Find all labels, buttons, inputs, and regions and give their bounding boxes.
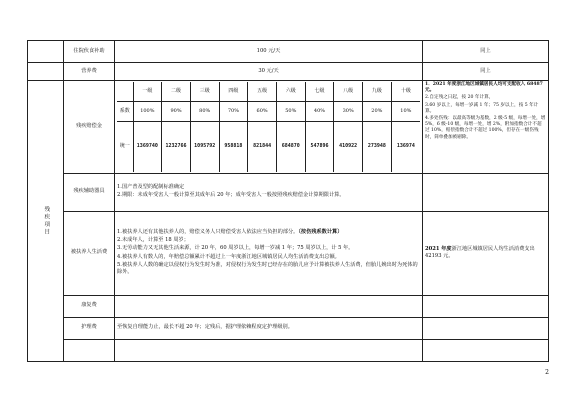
nursing-content: 至恢复自理能力止，最长不超 20 年；定残后，据护理依赖程度定护理级别。 [115,317,423,339]
coefficient-7: 40% [305,102,334,122]
grade-3: 三级 [190,82,219,102]
row-assistive-devices [28,173,549,211]
row-rehabilitation [28,295,549,317]
disability-note-4: 4.多处伤残：以最高等级为基数，2 级-5 级，每增一处，增 5%，6 级-10 级，每增一处，增 2%，附加指数合计不超过 10%，赔偿指数合计不超过 100%，但存在一级伤残时，简单叠加被剔除。 [425,115,546,140]
grade-6: 六级 [276,82,305,102]
food-subsidy-label: 住院伙食补助 [64,41,115,63]
dependents-line-4: 4.被扶养人有数人的，年赔偿总额累计不超过上一年度浙江地区城镇居民人均生活消费支出总额。 [117,253,340,260]
coefficient-5: 60% [248,102,277,122]
blank-cell [64,339,115,361]
food-subsidy-standard: 100 元/天 [115,41,423,63]
unified-label: 统一 [117,122,133,172]
nutrition-note: 同上 [423,63,549,81]
blank-cell [115,295,423,317]
grade-header-corner [117,82,133,102]
coefficient-10: 10% [391,102,420,122]
dependents-note-year: 2021 年度 [425,245,452,252]
dependents-line-1-text: 1.被扶养人还有其他扶养人的，赔偿义务人只赔偿受害人依法应当负担的部分。 [117,229,299,236]
aids-line-2: 2.期限：未成年受害人一般计算至其成年后 20 年；成年受害人一般按照残疾赔偿金计算期限计算。 [117,192,345,198]
nutrition-standard: 30 元/天 [115,63,423,81]
disability-notes [423,81,549,174]
disability-note-2: 2.自定残之日起，按 20 年计算， [425,95,494,101]
section-label-cell [28,81,64,362]
aids-label: 残疾辅助器具 [64,173,115,211]
amount-9: 273948 [363,122,392,172]
grade-7: 七级 [305,82,334,102]
grade-header-row [117,82,420,102]
grade-5: 五级 [248,82,277,102]
food-subsidy-note: 同上 [423,41,549,63]
amount-row [117,122,420,172]
nursing-label: 护理费 [64,317,115,339]
row-food-subsidy [28,41,549,63]
dependents-line-3: 3.无劳动能力又无其他生活来源，计 20 年，60 周岁以上，每增一岁减 1 年；75 周岁以上，计 5 年。 [117,245,354,252]
dependents-note [423,211,549,295]
coefficient-8: 30% [334,102,363,122]
row-nutrition [28,63,549,81]
blank-cell [423,295,549,317]
amount-2: 1232766 [162,122,191,172]
coefficient-2: 90% [162,102,191,122]
row-disability-compensation [28,81,549,174]
disability-note-1: 1．2021 年度浙江地区城镇居民人均可支配收入 68487 元。 [425,82,543,94]
amount-8: 410922 [334,122,363,172]
aids-line-1: 1.国产普及型的配制标准确定 [117,183,185,190]
row-dependents-living-cost [28,211,549,295]
disability-grade-grid-cell [115,81,423,174]
blank-cell [423,317,549,339]
dependents-line-1 [117,229,420,236]
coefficient-9: 20% [363,102,392,122]
amount-6: 684870 [276,122,305,172]
compensation-table [27,40,549,362]
rehab-label: 康复费 [64,295,115,317]
amount-10: 136974 [391,122,420,172]
grade-9: 九级 [363,82,392,102]
row-nursing [28,317,549,339]
grade-8: 八级 [334,82,363,102]
amount-3: 1095792 [190,122,219,172]
coefficient-row [117,102,420,122]
dependents-line-5: 5.被扶养人人数的确定以侵权行为发生时为准，对侵权行为发生时已经存在的胎儿应予计算被扶养人生活费，但胎儿娩出时为死体的除外。 [117,261,418,275]
page-number: 2 [545,369,549,376]
dependents-line-1-bold: （按伤残系数计算） [298,229,343,236]
row-empty [28,339,549,361]
amount-1: 1369740 [133,122,162,172]
blank-cell [28,41,64,63]
blank-cell [115,339,423,361]
dependents-line-2: 2.未成年人，计算至 18 周岁； [117,237,189,244]
disability-note-3: 3.60 岁以上，每增一岁减 1 年；75 岁以上，按 5 年计算。 [425,102,539,114]
amount-7: 547896 [305,122,334,172]
coefficient-6: 50% [276,102,305,122]
blank-cell [423,173,549,211]
amount-4: 958818 [219,122,248,172]
dependents-note-text: 浙江地区城镇居民人均生活消费支出 42193 元。 [425,245,535,259]
dependents-label: 被扶养人生活费 [64,211,115,295]
grade-4: 四级 [219,82,248,102]
dependents-content [115,211,423,295]
grade-10: 十级 [391,82,420,102]
coefficient-1: 100% [133,102,162,122]
nutrition-label: 营养费 [64,63,115,81]
blank-cell [423,339,549,361]
grade-1: 一级 [133,82,162,102]
grade-2: 二级 [162,82,191,102]
aids-content [115,173,423,211]
disability-label: 残疾赔偿金 [64,81,115,174]
coefficient-label: 系数 [117,102,133,122]
section-label: 残疾项目 [43,205,50,236]
amount-5: 821844 [248,122,277,172]
disability-grade-grid [117,82,420,172]
blank-cell [28,63,64,81]
coefficient-3: 80% [190,102,219,122]
coefficient-4: 70% [219,102,248,122]
